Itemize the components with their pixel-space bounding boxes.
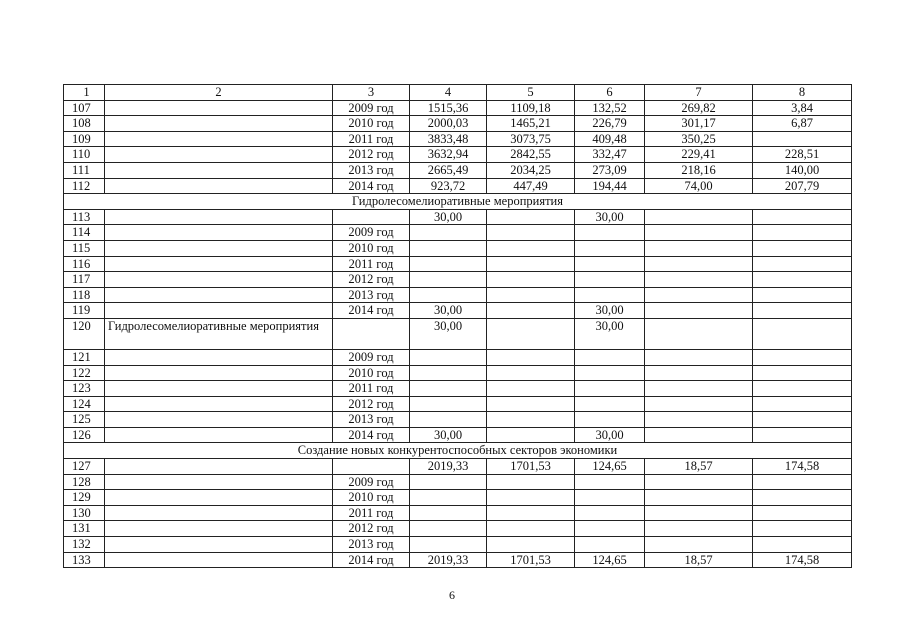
value-cell-col-7 — [645, 412, 753, 428]
table-row — [64, 272, 852, 288]
table-row — [64, 162, 852, 178]
name-cell — [105, 427, 333, 443]
year-cell: 2009 год — [333, 100, 410, 116]
value-cell-col-7: 74,00 — [645, 178, 753, 194]
row-number-cell: 113 — [64, 209, 105, 225]
value-cell-col-4: 923,72 — [410, 178, 487, 194]
value-cell-col-7 — [645, 474, 753, 490]
year-cell: 2014 год — [333, 303, 410, 319]
value-cell-col-6 — [575, 240, 645, 256]
name-cell — [105, 552, 333, 568]
value-cell-col-7: 301,17 — [645, 116, 753, 132]
value-cell-col-7: 350,25 — [645, 131, 753, 147]
value-cell-col-6 — [575, 225, 645, 241]
year-cell: 2010 год — [333, 116, 410, 132]
value-cell-col-8 — [753, 240, 852, 256]
year-cell: 2011 год — [333, 131, 410, 147]
value-cell-col-4 — [410, 256, 487, 272]
value-cell-col-5 — [487, 505, 575, 521]
header-cell-col-4: 4 — [410, 85, 487, 101]
value-cell-col-6 — [575, 537, 645, 553]
row-number-cell: 116 — [64, 256, 105, 272]
name-cell — [105, 521, 333, 537]
name-cell — [105, 303, 333, 319]
table-row — [64, 521, 852, 537]
value-cell-col-6: 226,79 — [575, 116, 645, 132]
value-cell-col-5 — [487, 381, 575, 397]
value-cell-col-5 — [487, 225, 575, 241]
header-cell-col-2: 2 — [105, 85, 333, 101]
value-cell-col-5: 1701,53 — [487, 459, 575, 475]
row-number-cell: 122 — [64, 365, 105, 381]
table-row — [64, 318, 852, 349]
value-cell-col-8 — [753, 287, 852, 303]
value-cell-col-4: 1515,36 — [410, 100, 487, 116]
year-cell: 2010 год — [333, 365, 410, 381]
value-cell-col-4: 3833,48 — [410, 131, 487, 147]
header-cell-col-5: 5 — [487, 85, 575, 101]
value-cell-col-6: 30,00 — [575, 318, 645, 349]
value-cell-col-6: 124,65 — [575, 459, 645, 475]
year-cell: 2012 год — [333, 272, 410, 288]
value-cell-col-6: 409,48 — [575, 131, 645, 147]
value-cell-col-4: 30,00 — [410, 427, 487, 443]
value-cell-col-8 — [753, 349, 852, 365]
year-cell: 2014 год — [333, 427, 410, 443]
row-number-cell: 107 — [64, 100, 105, 116]
year-cell: 2013 год — [333, 162, 410, 178]
value-cell-col-7 — [645, 209, 753, 225]
value-cell-col-4: 2019,33 — [410, 552, 487, 568]
table-row — [64, 256, 852, 272]
value-cell-col-5 — [487, 303, 575, 319]
row-number-cell: 111 — [64, 162, 105, 178]
name-cell — [105, 381, 333, 397]
row-number-cell: 119 — [64, 303, 105, 319]
table-row — [64, 178, 852, 194]
value-cell-col-6 — [575, 396, 645, 412]
row-number-cell: 131 — [64, 521, 105, 537]
value-cell-col-4 — [410, 396, 487, 412]
table-body — [64, 85, 852, 568]
value-cell-col-7 — [645, 349, 753, 365]
value-cell-col-5 — [487, 396, 575, 412]
page-number: 6 — [449, 588, 455, 602]
value-cell-col-8 — [753, 505, 852, 521]
value-cell-col-6 — [575, 521, 645, 537]
row-number-cell: 124 — [64, 396, 105, 412]
year-cell: 2013 год — [333, 287, 410, 303]
value-cell-col-7: 269,82 — [645, 100, 753, 116]
value-cell-col-7 — [645, 287, 753, 303]
data-table — [63, 84, 852, 568]
value-cell-col-7: 218,16 — [645, 162, 753, 178]
year-cell: 2009 год — [333, 225, 410, 241]
value-cell-col-5 — [487, 365, 575, 381]
value-cell-col-6 — [575, 381, 645, 397]
name-cell — [105, 225, 333, 241]
value-cell-col-6 — [575, 272, 645, 288]
year-cell: 2009 год — [333, 349, 410, 365]
value-cell-col-6: 332,47 — [575, 147, 645, 163]
value-cell-col-5 — [487, 272, 575, 288]
value-cell-col-7 — [645, 318, 753, 349]
value-cell-col-8 — [753, 131, 852, 147]
value-cell-col-8: 228,51 — [753, 147, 852, 163]
value-cell-col-4 — [410, 225, 487, 241]
table-row — [64, 209, 852, 225]
name-cell — [105, 162, 333, 178]
year-cell: 2009 год — [333, 474, 410, 490]
value-cell-col-7 — [645, 256, 753, 272]
value-cell-col-7 — [645, 225, 753, 241]
value-cell-col-5 — [487, 537, 575, 553]
value-cell-col-4 — [410, 521, 487, 537]
value-cell-col-6 — [575, 505, 645, 521]
value-cell-col-7 — [645, 427, 753, 443]
row-number-cell: 109 — [64, 131, 105, 147]
value-cell-col-7 — [645, 240, 753, 256]
table-row — [64, 116, 852, 132]
value-cell-col-4: 3632,94 — [410, 147, 487, 163]
value-cell-col-6: 30,00 — [575, 209, 645, 225]
year-cell — [333, 318, 410, 349]
name-cell — [105, 272, 333, 288]
row-number-cell: 123 — [64, 381, 105, 397]
name-cell — [105, 459, 333, 475]
name-cell: Гидролесомелиоративные мероприятия — [105, 318, 333, 349]
value-cell-col-5 — [487, 209, 575, 225]
value-cell-col-8 — [753, 490, 852, 506]
name-cell — [105, 490, 333, 506]
section-title: Создание новых конкурентоспособных секторов экономики — [64, 443, 852, 459]
value-cell-col-5: 2034,25 — [487, 162, 575, 178]
table-row — [64, 396, 852, 412]
value-cell-col-8 — [753, 225, 852, 241]
value-cell-col-8 — [753, 396, 852, 412]
section-header-row — [64, 194, 852, 210]
value-cell-col-5: 1109,18 — [487, 100, 575, 116]
value-cell-col-5 — [487, 240, 575, 256]
row-number-cell: 128 — [64, 474, 105, 490]
year-cell: 2012 год — [333, 147, 410, 163]
value-cell-col-8: 140,00 — [753, 162, 852, 178]
row-number-cell: 108 — [64, 116, 105, 132]
header-cell-col-3: 3 — [333, 85, 410, 101]
header-cell-col-8: 8 — [753, 85, 852, 101]
name-cell — [105, 396, 333, 412]
row-number-cell: 126 — [64, 427, 105, 443]
row-number-cell: 118 — [64, 287, 105, 303]
value-cell-col-5 — [487, 521, 575, 537]
row-number-cell: 133 — [64, 552, 105, 568]
row-number-cell: 121 — [64, 349, 105, 365]
value-cell-col-5 — [487, 474, 575, 490]
name-cell — [105, 100, 333, 116]
year-cell: 2010 год — [333, 490, 410, 506]
value-cell-col-7 — [645, 365, 753, 381]
value-cell-col-7 — [645, 537, 753, 553]
row-number-cell: 110 — [64, 147, 105, 163]
table-header-row — [64, 85, 852, 101]
table-row — [64, 240, 852, 256]
name-cell — [105, 147, 333, 163]
value-cell-col-4 — [410, 474, 487, 490]
header-cell-col-7: 7 — [645, 85, 753, 101]
value-cell-col-7 — [645, 490, 753, 506]
value-cell-col-6: 30,00 — [575, 303, 645, 319]
value-cell-col-5: 2842,55 — [487, 147, 575, 163]
section-title: Гидролесомелиоративные мероприятия — [64, 194, 852, 210]
value-cell-col-8: 207,79 — [753, 178, 852, 194]
table-row — [64, 552, 852, 568]
value-cell-col-8 — [753, 303, 852, 319]
value-cell-col-5: 447,49 — [487, 178, 575, 194]
value-cell-col-4: 30,00 — [410, 318, 487, 349]
name-cell — [105, 131, 333, 147]
value-cell-col-7 — [645, 396, 753, 412]
value-cell-col-5 — [487, 412, 575, 428]
name-cell — [105, 287, 333, 303]
year-cell: 2010 год — [333, 240, 410, 256]
value-cell-col-4 — [410, 349, 487, 365]
value-cell-col-6 — [575, 490, 645, 506]
row-number-cell: 112 — [64, 178, 105, 194]
value-cell-col-4: 2665,49 — [410, 162, 487, 178]
name-cell — [105, 537, 333, 553]
value-cell-col-8: 174,58 — [753, 552, 852, 568]
value-cell-col-4 — [410, 272, 487, 288]
value-cell-col-8 — [753, 272, 852, 288]
value-cell-col-8: 174,58 — [753, 459, 852, 475]
name-cell — [105, 349, 333, 365]
value-cell-col-5 — [487, 318, 575, 349]
table-row — [64, 474, 852, 490]
value-cell-col-8 — [753, 521, 852, 537]
value-cell-col-6 — [575, 365, 645, 381]
value-cell-col-8 — [753, 537, 852, 553]
value-cell-col-6 — [575, 349, 645, 365]
value-cell-col-4 — [410, 381, 487, 397]
value-cell-col-7: 18,57 — [645, 459, 753, 475]
table-row — [64, 505, 852, 521]
value-cell-col-4 — [410, 240, 487, 256]
value-cell-col-8 — [753, 365, 852, 381]
year-cell: 2012 год — [333, 396, 410, 412]
name-cell — [105, 256, 333, 272]
value-cell-col-4: 2000,03 — [410, 116, 487, 132]
row-number-cell: 132 — [64, 537, 105, 553]
value-cell-col-4 — [410, 365, 487, 381]
year-cell: 2014 год — [333, 178, 410, 194]
year-cell: 2013 год — [333, 412, 410, 428]
value-cell-col-7 — [645, 521, 753, 537]
year-cell — [333, 209, 410, 225]
value-cell-col-6 — [575, 287, 645, 303]
value-cell-col-6: 30,00 — [575, 427, 645, 443]
table-row — [64, 100, 852, 116]
value-cell-col-7 — [645, 272, 753, 288]
table-row — [64, 412, 852, 428]
value-cell-col-5 — [487, 287, 575, 303]
value-cell-col-5 — [487, 256, 575, 272]
value-cell-col-8 — [753, 474, 852, 490]
name-cell — [105, 240, 333, 256]
header-cell-col-1: 1 — [64, 85, 105, 101]
value-cell-col-4 — [410, 490, 487, 506]
value-cell-col-4 — [410, 537, 487, 553]
row-number-cell: 130 — [64, 505, 105, 521]
value-cell-col-5 — [487, 427, 575, 443]
value-cell-col-4 — [410, 287, 487, 303]
section-header-row — [64, 443, 852, 459]
value-cell-col-5 — [487, 490, 575, 506]
year-cell — [333, 459, 410, 475]
row-number-cell: 115 — [64, 240, 105, 256]
table-row — [64, 490, 852, 506]
table-row — [64, 381, 852, 397]
name-cell — [105, 412, 333, 428]
row-number-cell: 125 — [64, 412, 105, 428]
table-row — [64, 537, 852, 553]
table-row — [64, 349, 852, 365]
table-row — [64, 131, 852, 147]
value-cell-col-7 — [645, 505, 753, 521]
value-cell-col-6: 124,65 — [575, 552, 645, 568]
table-row — [64, 147, 852, 163]
table-row — [64, 287, 852, 303]
value-cell-col-5: 1465,21 — [487, 116, 575, 132]
row-number-cell: 129 — [64, 490, 105, 506]
value-cell-col-4 — [410, 505, 487, 521]
table-row — [64, 303, 852, 319]
table-row — [64, 459, 852, 475]
name-cell — [105, 474, 333, 490]
value-cell-col-6 — [575, 474, 645, 490]
value-cell-col-7 — [645, 303, 753, 319]
name-cell — [105, 178, 333, 194]
row-number-cell: 120 — [64, 318, 105, 349]
value-cell-col-5 — [487, 349, 575, 365]
name-cell — [105, 505, 333, 521]
table-row — [64, 427, 852, 443]
value-cell-col-8 — [753, 318, 852, 349]
value-cell-col-7: 229,41 — [645, 147, 753, 163]
value-cell-col-8 — [753, 381, 852, 397]
row-number-cell: 127 — [64, 459, 105, 475]
year-cell: 2011 год — [333, 505, 410, 521]
year-cell: 2011 год — [333, 381, 410, 397]
value-cell-col-8 — [753, 256, 852, 272]
year-cell: 2013 год — [333, 537, 410, 553]
value-cell-col-4 — [410, 412, 487, 428]
year-cell: 2014 год — [333, 552, 410, 568]
value-cell-col-8: 6,87 — [753, 116, 852, 132]
value-cell-col-5: 3073,75 — [487, 131, 575, 147]
value-cell-col-4: 30,00 — [410, 209, 487, 225]
value-cell-col-4: 30,00 — [410, 303, 487, 319]
value-cell-col-6: 194,44 — [575, 178, 645, 194]
name-cell — [105, 209, 333, 225]
value-cell-col-8 — [753, 427, 852, 443]
row-number-cell: 114 — [64, 225, 105, 241]
value-cell-col-7 — [645, 381, 753, 397]
value-cell-col-6: 273,09 — [575, 162, 645, 178]
year-cell: 2012 год — [333, 521, 410, 537]
value-cell-col-6 — [575, 412, 645, 428]
row-number-cell: 117 — [64, 272, 105, 288]
header-cell-col-6: 6 — [575, 85, 645, 101]
value-cell-col-6 — [575, 256, 645, 272]
value-cell-col-5: 1701,53 — [487, 552, 575, 568]
value-cell-col-8 — [753, 412, 852, 428]
table-row — [64, 225, 852, 241]
value-cell-col-4: 2019,33 — [410, 459, 487, 475]
value-cell-col-8 — [753, 209, 852, 225]
name-cell — [105, 116, 333, 132]
value-cell-col-6: 132,52 — [575, 100, 645, 116]
value-cell-col-8: 3,84 — [753, 100, 852, 116]
name-cell — [105, 365, 333, 381]
value-cell-col-7: 18,57 — [645, 552, 753, 568]
year-cell: 2011 год — [333, 256, 410, 272]
table-row — [64, 365, 852, 381]
